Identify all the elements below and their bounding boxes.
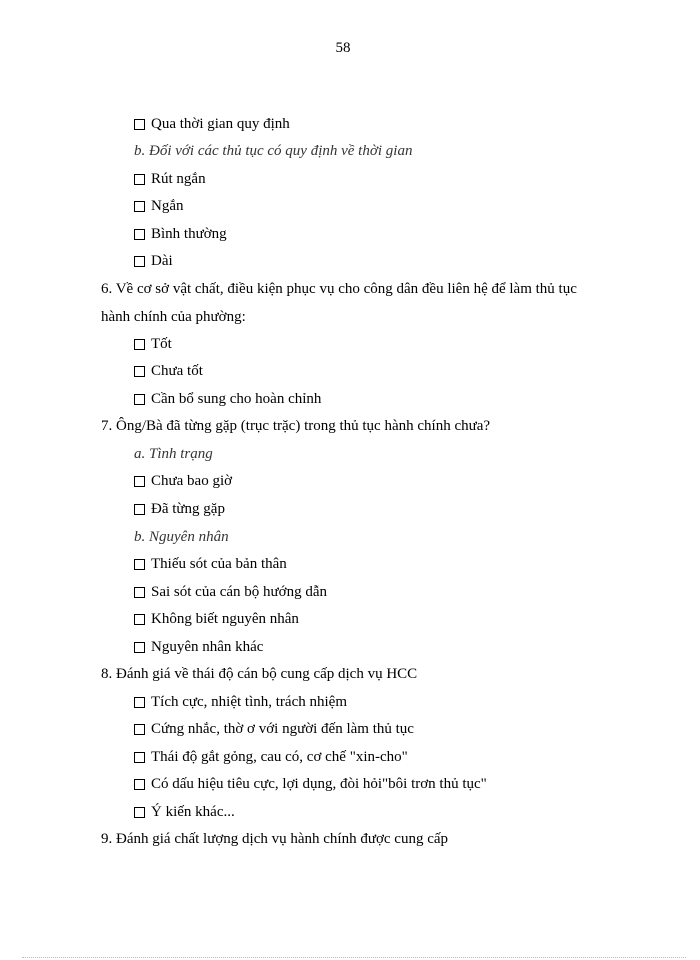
option-label: Cứng nhắc, thờ ơ với người đến làm thủ tục	[151, 721, 414, 737]
option-item	[134, 582, 327, 602]
option-item	[134, 361, 203, 381]
option-label: Ngắn	[151, 198, 184, 214]
option-item	[134, 114, 290, 134]
checkbox-icon[interactable]	[134, 504, 145, 515]
checkbox-icon[interactable]	[134, 339, 145, 350]
subheading: b. Nguyên nhân	[134, 529, 229, 545]
option-label: Ý kiến khác...	[151, 804, 235, 820]
checkbox-icon[interactable]	[134, 119, 145, 130]
option-item	[134, 609, 299, 629]
checkbox-icon[interactable]	[134, 724, 145, 735]
option-label: Nguyên nhân khác	[151, 639, 264, 655]
checkbox-icon[interactable]	[134, 614, 145, 625]
option-item	[134, 471, 232, 491]
option-label: Bình thường	[151, 226, 227, 242]
option-label: Chưa bao giờ	[151, 473, 233, 489]
option-item	[134, 692, 347, 712]
subheading: a. Tình trạng	[134, 446, 213, 462]
option-label: Thái độ gắt gỏng, cau có, cơ chế "xin-cho"	[151, 749, 408, 765]
option-label: Qua thời gian quy định	[151, 116, 290, 132]
checkbox-icon[interactable]	[134, 807, 145, 818]
option-item	[134, 802, 235, 822]
option-item	[134, 554, 287, 574]
option-item	[134, 196, 184, 216]
checkbox-icon[interactable]	[134, 256, 145, 267]
option-label: Sai sót của cán bộ hướng dẫn	[151, 584, 328, 600]
checkbox-icon[interactable]	[134, 201, 145, 212]
option-item	[134, 719, 414, 739]
checkbox-icon[interactable]	[134, 229, 145, 240]
checkbox-icon[interactable]	[134, 642, 145, 653]
option-item	[134, 774, 487, 794]
option-item	[134, 499, 225, 519]
option-item	[134, 637, 263, 657]
question-text: 7. Ông/Bà đã từng gặp (trục trặc) trong thủ tục hành chính chưa?	[101, 418, 491, 434]
checkbox-icon[interactable]	[134, 587, 145, 598]
option-item	[134, 334, 172, 354]
checkbox-icon[interactable]	[134, 476, 145, 487]
option-label: Tích cực, nhiệt tình, trách nhiệm	[151, 694, 347, 710]
option-label: Dài	[151, 253, 173, 269]
option-item	[134, 389, 321, 409]
page-number: 58	[335, 40, 351, 56]
question-text: 9. Đánh giá chất lượng dịch vụ hành chính được cung cấp	[101, 831, 449, 847]
option-item	[134, 169, 206, 189]
checkbox-icon[interactable]	[134, 366, 145, 377]
checkbox-icon[interactable]	[134, 697, 145, 708]
option-item	[134, 224, 227, 244]
question-text: 8. Đánh giá về thái độ cán bộ cung cấp dịch vụ HCC	[101, 666, 418, 682]
option-label: Rút ngắn	[151, 171, 206, 187]
question-text: 6. Về cơ sở vật chất, điều kiện phục vụ cho công dân đều liên hệ để làm thủ tục	[101, 281, 577, 297]
option-label: Đã từng gặp	[151, 501, 225, 517]
option-label: Cần bổ sung cho hoàn chỉnh	[151, 391, 322, 407]
option-label: Chưa tốt	[151, 363, 203, 379]
option-label: Tốt	[151, 336, 172, 352]
checkbox-icon[interactable]	[134, 779, 145, 790]
question-text: hành chính của phường:	[101, 309, 246, 325]
checkbox-icon[interactable]	[134, 752, 145, 763]
option-label: Có dấu hiệu tiêu cực, lợi dụng, đòi hỏi"bôi trơn thủ tục"	[151, 776, 487, 792]
checkbox-icon[interactable]	[134, 174, 145, 185]
option-item	[134, 747, 408, 767]
option-label: Không biết nguyên nhân	[151, 611, 299, 627]
option-item	[134, 251, 173, 271]
subheading: b. Đối với các thủ tục có quy định về thời gian	[134, 143, 413, 159]
option-label: Thiếu sót của bản thân	[151, 556, 287, 572]
footer-divider	[22, 957, 686, 958]
checkbox-icon[interactable]	[134, 394, 145, 405]
checkbox-icon[interactable]	[134, 559, 145, 570]
